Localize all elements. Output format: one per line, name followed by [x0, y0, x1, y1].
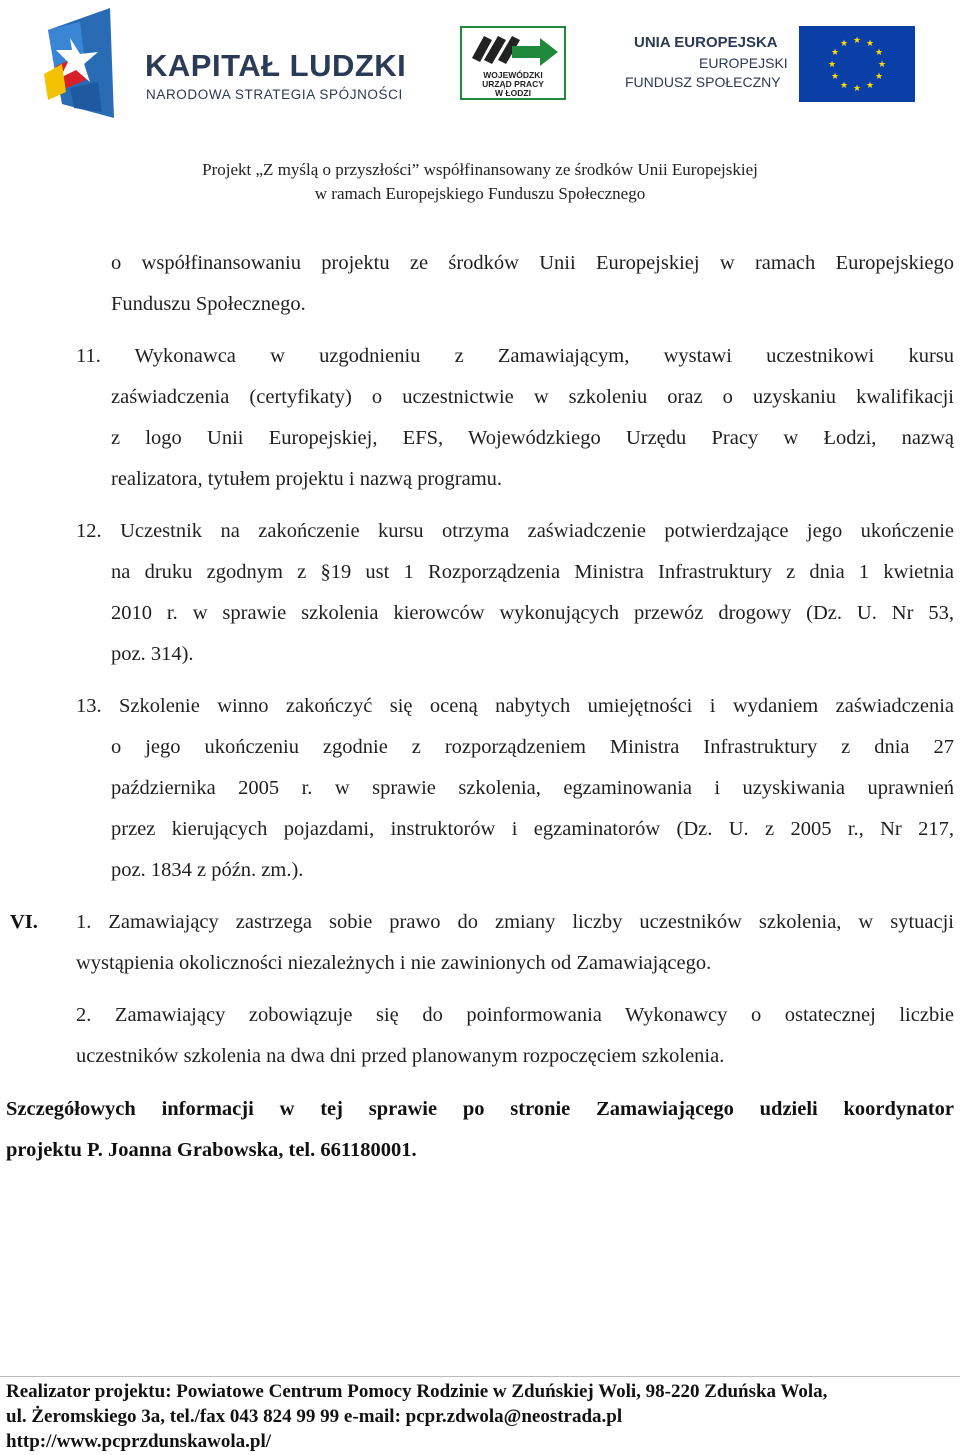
- paragraph-11-line-3: z logo Unii Europejskiej, EFS, Wojewódzkiego Urzędu Pracy w Łodzi, nazwą: [111, 427, 954, 449]
- paragraph-13-line-3: października 2005 r. w sprawie szkolenia, egzaminowania i uzyskiwania uprawnień: [111, 777, 954, 799]
- paragraph-13-line-2: o jego ukończeniu zgodnie z rozporządzeniem Ministra Infrastruktury z dnia 27: [111, 736, 954, 758]
- kapital-ludzki-title: KAPITAŁ LUDZKI: [145, 48, 407, 83]
- section-6-item-1-line-2: wystąpienia okoliczności niezależnych i nie zawinionych od Zamawiającego.: [76, 952, 712, 974]
- paragraph-12-line-1: 12. Uczestnik na zakończenie kursu otrzyma zaświadczenie potwierdzające jego ukończenie: [76, 520, 954, 542]
- svg-text:★: ★: [874, 48, 884, 58]
- wup-emblem-icon: [462, 28, 564, 72]
- kapital-ludzki-emblem-icon: [40, 8, 135, 126]
- wup-lodz-text: WOJEWÓDZKI URZĄD PRACY W ŁODZI: [482, 70, 544, 98]
- paragraph-11-line-1: 11. Wykonawca w uzgodnieniu z Zamawiającym, wystawi uczestnikowi kursu: [76, 345, 954, 367]
- footer-divider: [0, 1376, 960, 1377]
- paragraph-10-line-1: o współfinansowaniu projektu ze środków Unii Europejskiej w ramach Europejskiego: [111, 252, 954, 274]
- eu-logo-line-1: UNIA EUROPEJSKA: [634, 34, 778, 51]
- paragraph-11-line-2: zaświadczenia (certyfikaty) o uczestnictwie w szkoleniu oraz o uzyskaniu kwalifikacji: [111, 386, 954, 408]
- svg-text:★: ★: [852, 36, 862, 46]
- eu-efs-logo: [625, 26, 917, 102]
- svg-text:★: ★: [865, 39, 875, 49]
- project-title-line-2: w ramach Europejskiego Funduszu Społecznego: [314, 184, 646, 203]
- paragraph-10-line-2: Funduszu Społecznego.: [111, 293, 306, 315]
- coordinator-info-line-2: projektu P. Joanna Grabowska, tel. 661180001.: [6, 1139, 417, 1161]
- coordinator-info-line-1: Szczegółowych informacji w tej sprawie po stronie Zamawiającego udzieli koordynator: [6, 1098, 954, 1120]
- paragraph-12-line-3: 2010 r. w sprawie szkolenia kierowców wykonujących przewóz drogowy (Dz. U. Nr 53,: [111, 602, 954, 624]
- eu-logo-line-3: FUNDUSZ SPOŁECZNY: [625, 74, 781, 90]
- footer-line-2: ul. Żeromskiego 3a, tel./fax 043 824 99 99 e-mail: pcpr.zdwola@neostrada.pl: [6, 1406, 623, 1427]
- wup-lodz-logo: [460, 26, 566, 100]
- svg-text:★: ★: [874, 72, 884, 82]
- svg-text:★: ★: [830, 72, 840, 82]
- footer-website-link[interactable]: http://www.pcprzdunskawola.pl/: [6, 1431, 272, 1452]
- paragraph-11-line-4: realizatora, tytułem projektu i nazwą programu.: [111, 468, 503, 490]
- section-6-label: VI.: [10, 911, 38, 933]
- section-6-item-2-line-1: 2. Zamawiający zobowiązuje się do poinformowania Wykonawcy o ostatecznej liczbie: [76, 1004, 954, 1026]
- kapital-ludzki-subtitle: NARODOWA STRATEGIA SPÓJNOŚCI: [146, 87, 403, 102]
- paragraph-12-line-2: na druku zgodnym z §19 ust 1 Rozporządzenia Ministra Infrastruktury z dnia 1 kwietnia: [111, 561, 954, 583]
- svg-text:★: ★: [839, 81, 849, 91]
- svg-text:★: ★: [852, 84, 862, 94]
- svg-text:★: ★: [865, 81, 875, 91]
- paragraph-13-line-4: przez kierujących pojazdami, instruktorów i egzaminatorów (Dz. U. z 2005 r., Nr 217,: [111, 818, 954, 840]
- eu-flag-icon: [799, 26, 915, 102]
- eu-logo-line-2: EUROPEJSKI: [699, 55, 788, 71]
- project-title-line-1: Projekt „Z myślą o przyszłości” współfinansowany ze środków Unii Europejskiej: [202, 160, 758, 179]
- kapital-ludzki-logo: [40, 8, 420, 126]
- svg-text:★: ★: [839, 39, 849, 49]
- paragraph-13-line-1: 13. Szkolenie winno zakończyć się oceną nabytych umiejętności i wydaniem zaświadczenia: [76, 695, 954, 717]
- svg-text:★: ★: [877, 60, 887, 70]
- paragraph-13-line-5: poz. 1834 z późn. zm.).: [111, 859, 304, 881]
- paragraph-12-line-4: poz. 314).: [111, 643, 194, 665]
- section-6-item-2-line-2: uczestników szkolenia na dwa dni przed planowanym rozpoczęciem szkolenia.: [76, 1045, 725, 1067]
- svg-text:★: ★: [830, 48, 840, 58]
- footer-line-1: Realizator projektu: Powiatowe Centrum Pomocy Rodzinie w Zduńskiej Woli, 98-220 Zduńska Wola,: [6, 1381, 828, 1402]
- section-6-item-1-line-1: 1. Zamawiający zastrzega sobie prawo do zmiany liczby uczestników szkolenia, w sytuacji: [76, 911, 954, 933]
- svg-text:★: ★: [827, 60, 837, 70]
